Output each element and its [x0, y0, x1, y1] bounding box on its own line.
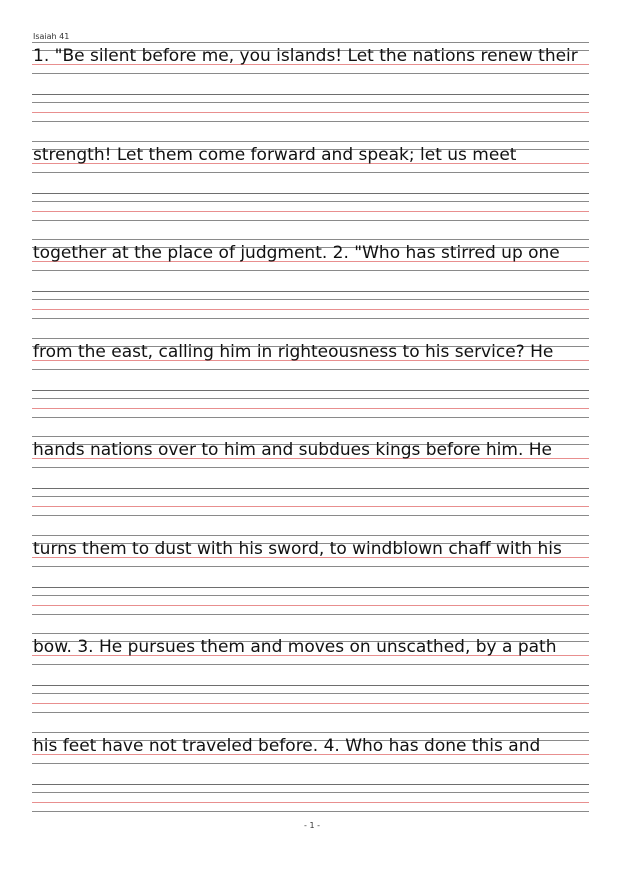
guide-rule	[32, 121, 589, 122]
verse-text-line: turns them to dust with his sword, to windblown chaff with his	[33, 538, 562, 559]
guide-rule	[32, 172, 589, 173]
guide-rule	[32, 488, 589, 489]
guide-rule	[32, 811, 589, 812]
practice-block	[32, 338, 589, 428]
midline-rule	[32, 211, 589, 212]
midline-rule	[32, 802, 589, 803]
guide-rule	[32, 685, 589, 686]
guide-rule	[32, 270, 589, 271]
guide-rule	[32, 417, 589, 418]
practice-block	[32, 42, 589, 132]
guide-rule	[32, 792, 589, 793]
midline-rule	[32, 408, 589, 409]
midline-rule	[32, 605, 589, 606]
guide-rule	[32, 291, 589, 292]
guide-rule	[32, 73, 589, 74]
midline-rule	[32, 506, 589, 507]
guide-rule	[32, 587, 589, 588]
guide-rule	[32, 94, 589, 95]
guide-rule	[32, 633, 589, 634]
guide-rule	[32, 614, 589, 615]
verse-text-line: from the east, calling him in righteousness to his service? He	[33, 341, 554, 362]
guide-rule	[32, 436, 589, 437]
verse-text-line: his feet have not traveled before. 4. Who has done this and	[33, 735, 541, 756]
verse-text-line: strength! Let them come forward and speak; let us meet	[33, 144, 517, 165]
guide-rule	[32, 390, 589, 391]
guide-rule	[32, 239, 589, 240]
guide-rule	[32, 763, 589, 764]
guide-rule	[32, 535, 589, 536]
guide-rule	[32, 299, 589, 300]
practice-block	[32, 239, 589, 329]
practice-block	[32, 141, 589, 231]
verse-text-line: together at the place of judgment. 2. "Who has stirred up one	[33, 243, 560, 263]
guide-rule	[32, 693, 589, 694]
practice-block	[32, 732, 589, 822]
guide-rule	[32, 398, 589, 399]
guide-rule	[32, 595, 589, 596]
guide-rule	[32, 712, 589, 713]
practice-block	[32, 633, 589, 723]
guide-rule	[32, 732, 589, 733]
midline-rule	[32, 112, 589, 113]
verse-text-line: bow. 3. He pursues them and moves on unscathed, by a path	[33, 637, 557, 657]
guide-rule	[32, 318, 589, 319]
guide-rule	[32, 515, 589, 516]
midline-rule	[32, 309, 589, 310]
guide-rule	[32, 369, 589, 370]
practice-block	[32, 436, 589, 526]
guide-rule	[32, 102, 589, 103]
guide-rule	[32, 338, 589, 339]
guide-rule	[32, 201, 589, 202]
verse-text-line: 1. "Be silent before me, you islands! Let the nations renew their	[33, 46, 578, 66]
guide-rule	[32, 193, 589, 194]
guide-rule	[32, 566, 589, 567]
guide-rule	[32, 496, 589, 497]
midline-rule	[32, 703, 589, 704]
guide-rule	[32, 141, 589, 142]
guide-rule	[32, 220, 589, 221]
verse-text-line: hands nations over to him and subdues kings before him. He	[33, 440, 552, 460]
page-number: - 1 -	[304, 821, 320, 830]
guide-rule	[32, 784, 589, 785]
guide-rule	[32, 42, 589, 43]
practice-block	[32, 535, 589, 625]
page-header-title: Isaiah 41	[33, 32, 70, 41]
guide-rule	[32, 664, 589, 665]
guide-rule	[32, 467, 589, 468]
